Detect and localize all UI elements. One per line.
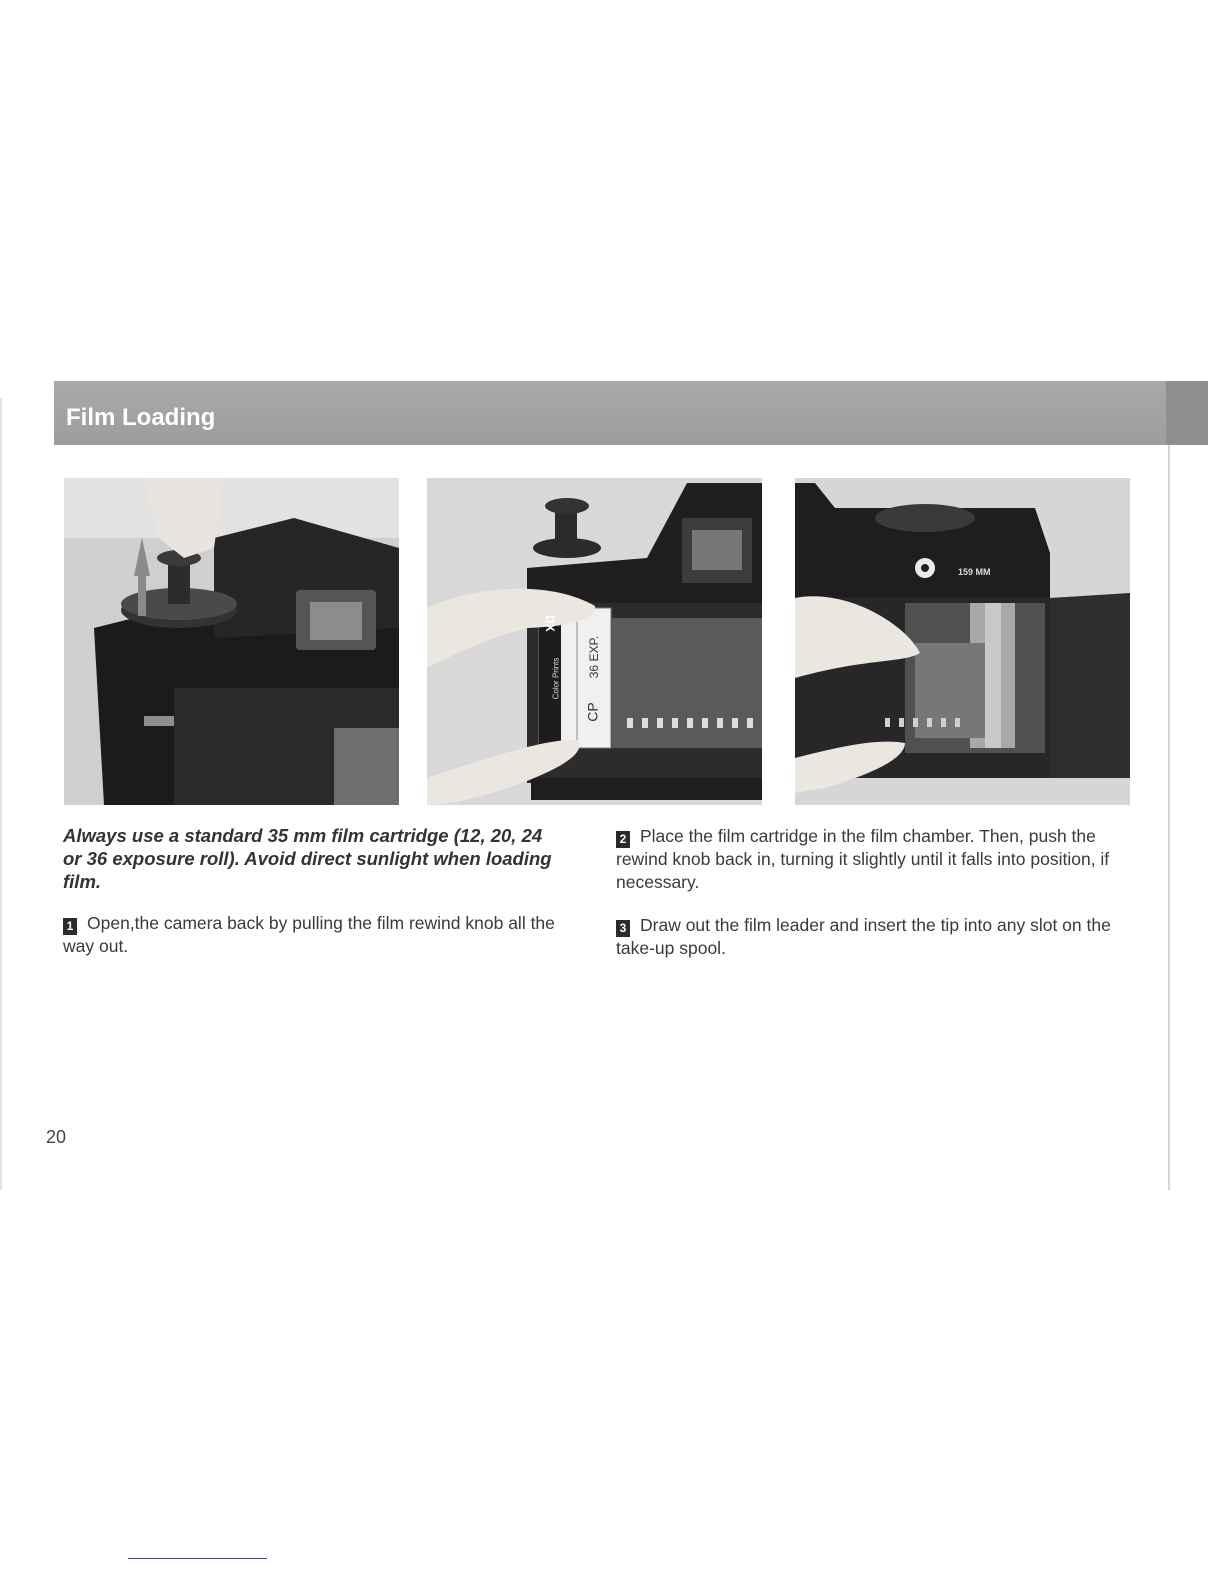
step-text: Open,the camera back by pulling the film rewind knob all the way out. xyxy=(63,913,555,956)
intro-warning: Always use a standard 35 mm film cartridge (12, 20, 24 or 36 exposure roll). Avoid direct sunlight when loading film. xyxy=(63,825,552,892)
step-number-badge: 1 xyxy=(63,918,77,935)
step-number-badge: 3 xyxy=(616,920,630,937)
page-edge-left xyxy=(0,398,2,1190)
page-number: 20 xyxy=(46,1127,67,1147)
photo-insert-cartridge xyxy=(427,478,762,805)
step-text: Place the film cartridge in the film chamber. Then, push the rewind knob back in, turning it slightly until it falls into position, if necessary. xyxy=(616,826,1110,892)
section-header-bar xyxy=(54,381,1208,445)
cartridge-label-dx: DX xyxy=(543,615,557,632)
step-3 xyxy=(616,914,1131,960)
step-number-badge: 2 xyxy=(616,831,630,848)
lens-label: 159 MM xyxy=(958,567,991,577)
step-2 xyxy=(616,825,1131,893)
section-title: Film Loading xyxy=(66,404,216,431)
header-edge-tab xyxy=(1166,381,1208,445)
photo-take-up-spool xyxy=(795,478,1130,805)
step-1 xyxy=(63,912,573,958)
page-edge-right xyxy=(1168,445,1170,1190)
step-text: Draw out the film leader and insert the tip into any slot on the take-up spool. xyxy=(616,915,1111,958)
cartridge-label-cp: CP xyxy=(584,702,601,722)
photo-open-camera-back xyxy=(64,478,399,805)
cartridge-label-36exp: 36 EXP. xyxy=(587,635,602,679)
bottom-rule xyxy=(128,1558,267,1559)
cartridge-label-color-prints: Color Prints xyxy=(551,657,561,700)
